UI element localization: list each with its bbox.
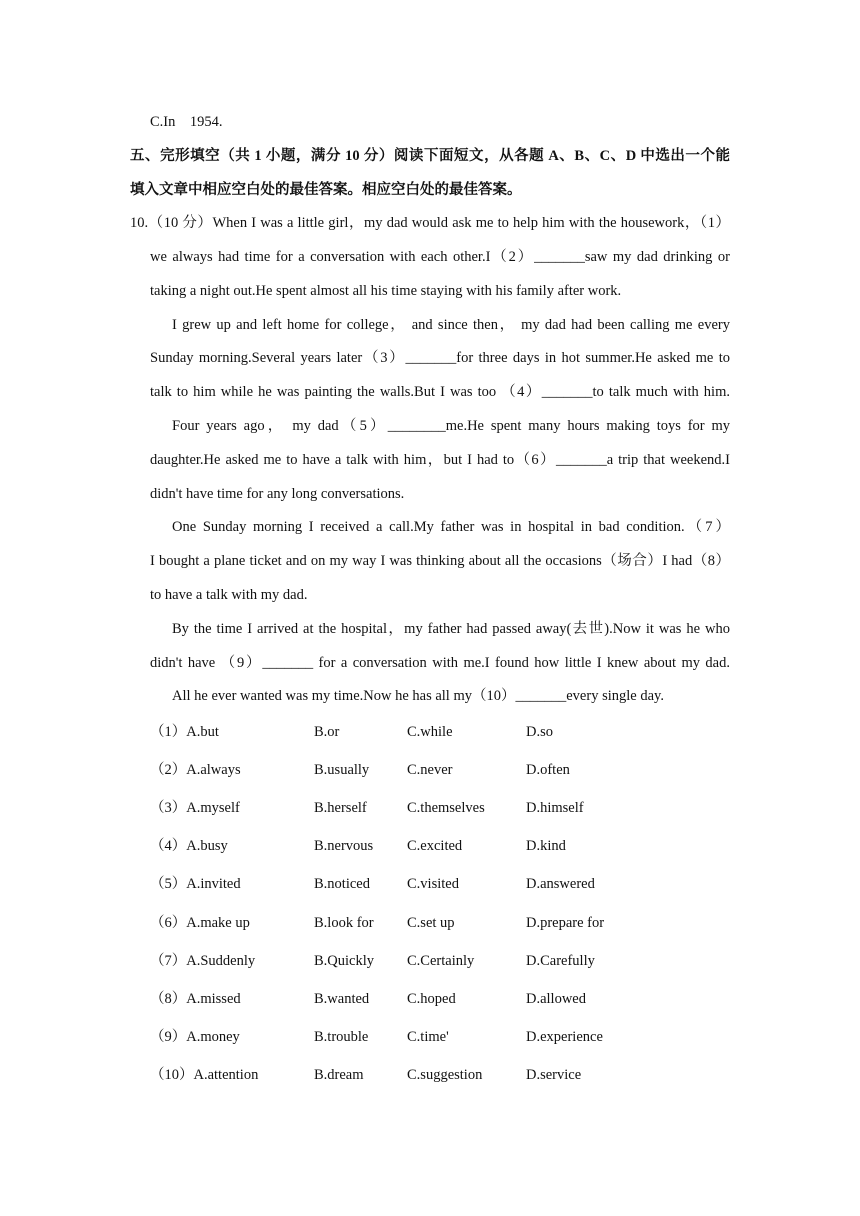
option-d: D.often [526, 762, 570, 778]
question-line-2: we always had time for a conversation with each other.I（2）_______saw my dad drinking or [150, 249, 730, 265]
question-line-12: to have a talk with my dad. [150, 587, 308, 603]
previous-answer: C.In 1954. [150, 114, 223, 130]
option-row-10 [150, 1065, 730, 1085]
option-row-6 [150, 913, 730, 933]
section-heading-line-2: 填入文章中相应空白处的最佳答案。相应空白处的最佳答案。 [130, 182, 522, 198]
option-a: （4）A.busy [150, 838, 228, 854]
option-row-7 [150, 951, 730, 971]
option-c: C.time' [407, 1029, 449, 1045]
option-row-2 [150, 760, 730, 780]
option-a: （8）A.missed [150, 991, 241, 1007]
option-c: C.never [407, 762, 453, 778]
option-row-8 [150, 989, 730, 1009]
option-d: D.service [526, 1067, 582, 1083]
question-line-6: talk to him while he was painting the walls.But I was too （4）_______to talk much with him. [150, 384, 730, 400]
option-c: C.hoped [407, 991, 456, 1007]
option-b: B.wanted [314, 991, 370, 1007]
option-b: B.trouble [314, 1029, 369, 1045]
question-line-4: I grew up and left home for college， and since then， my dad had been calling me every [172, 317, 730, 333]
option-row-3 [150, 798, 730, 818]
option-c: C.set up [407, 915, 455, 931]
question-line-14: didn't have （9）_______ for a conversation with me.I found how little I knew about my dad. [150, 655, 730, 671]
option-d: D.prepare for [526, 915, 605, 931]
option-row-5 [150, 874, 730, 894]
question-line-8: daughter.He asked me to have a talk with him，but I had to（6）_______a trip that weekend.I [150, 452, 730, 468]
question-line-10: One Sunday morning I received a call.My father was in hospital in bad condition.（7） [172, 519, 730, 535]
option-b: B.look for [314, 915, 374, 931]
option-d: D.Carefully [526, 953, 595, 969]
option-a: （3）A.myself [150, 800, 240, 816]
question-line-3: taking a night out.He spent almost all his time staying with his family after work. [150, 283, 622, 299]
option-b: B.usually [314, 762, 370, 778]
option-c: C.themselves [407, 800, 485, 816]
question-line-13: By the time I arrived at the hospital，my father had passed away(去世).Now it was he who [172, 621, 730, 637]
question-line-1: 10.（10 分）When I was a little girl，my dad would ask me to help him with the housework，（1） [130, 215, 730, 231]
option-d: D.kind [526, 838, 566, 854]
option-c: C.Certainly [407, 953, 475, 969]
option-c: C.while [407, 724, 453, 740]
option-b: B.dream [314, 1067, 364, 1083]
option-a: （2）A.always [150, 762, 241, 778]
question-line-5: Sunday morning.Several years later（3）_______for three days in hot summer.He asked me to [150, 350, 730, 366]
option-c: C.suggestion [407, 1067, 483, 1083]
option-a: （10）A.attention [150, 1067, 259, 1083]
option-row-4 [150, 836, 730, 856]
option-d: D.experience [526, 1029, 603, 1045]
option-a: （7）A.Suddenly [150, 953, 256, 969]
option-b: B.herself [314, 800, 367, 816]
option-b: B.noticed [314, 876, 370, 892]
option-c: C.visited [407, 876, 459, 892]
option-d: D.so [526, 724, 553, 740]
option-d: D.allowed [526, 991, 586, 1007]
question-line-11: I bought a plane ticket and on my way I was thinking about all the occasions（场合）I had（8） [150, 553, 730, 569]
option-a: （5）A.invited [150, 876, 241, 892]
option-d: D.answered [526, 876, 595, 892]
option-b: B.Quickly [314, 953, 375, 969]
option-c: C.excited [407, 838, 463, 854]
section-heading-line-1: 五、完形填空（共 1 小题，满分 10 分）阅读下面短文，从各题 A、B、C、D 中选出一个能 [130, 148, 730, 164]
option-row-1 [150, 722, 730, 742]
option-b: B.or [314, 724, 340, 740]
option-a: （9）A.money [150, 1029, 240, 1045]
question-line-7: Four years ago， my dad（5）________me.He spent many hours making toys for my [172, 418, 730, 434]
option-b: B.nervous [314, 838, 374, 854]
question-line-9: didn't have time for any long conversations. [150, 486, 405, 502]
option-a: （1）A.but [150, 724, 219, 740]
question-line-15: All he ever wanted was my time.Now he has all my（10）_______every single day. [172, 688, 664, 704]
option-a: （6）A.make up [150, 915, 250, 931]
option-d: D.himself [526, 800, 584, 816]
option-row-9 [150, 1027, 730, 1047]
